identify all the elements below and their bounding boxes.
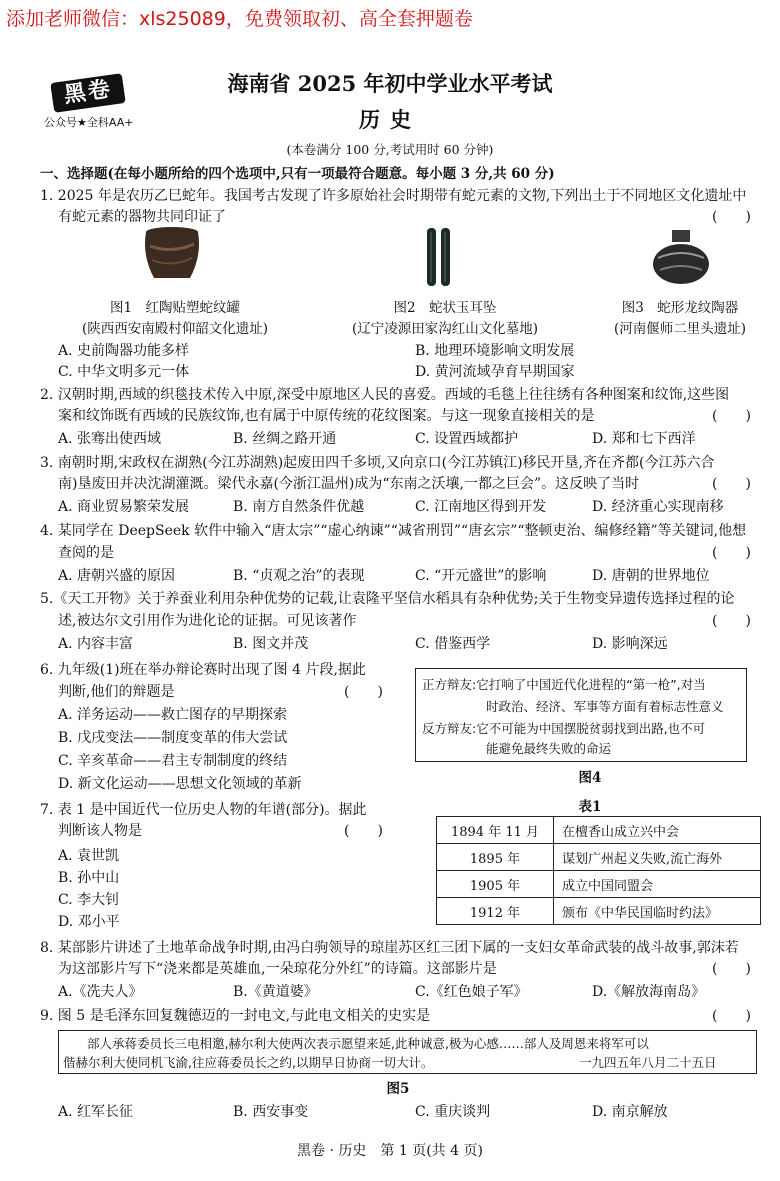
q7-option-b[interactable]: B. 孙中山 [58, 870, 120, 886]
q7-stem-line1: 7. 表 1 是中国近代一位历史人物的年谱(部分)。据此 [40, 802, 367, 818]
fig4-line3: 反方辩友:它不可能为中国摆脱贫弱找到出路,也不可 [422, 721, 706, 736]
fig4-line2: 时政治、经济、军事等方面有着标志性意义 [486, 699, 724, 714]
fig2-site: (辽宁凌源田家沟红山文化墓地) [351, 321, 539, 337]
table-row [437, 898, 761, 925]
q3-option-c[interactable]: C. 江南地区得到开发 [415, 499, 547, 515]
table-row [437, 817, 761, 844]
q4-option-a[interactable]: A. 唐朝兴盛的原因 [58, 568, 176, 584]
q8-option-d[interactable]: D.《解放海南岛》 [592, 984, 706, 1000]
fig4-debate-box [415, 668, 747, 762]
q7-option-a[interactable]: A. 袁世凯 [58, 848, 120, 864]
page-footer: 黑卷 · 历史 第 1 页(共 4 页) [297, 1143, 483, 1159]
q6-answer-blank[interactable]: ( ) [344, 684, 383, 700]
q8-option-b[interactable]: B.《黄道婆》 [233, 984, 318, 1000]
q4-option-c[interactable]: C. “开元盛世”的影响 [415, 568, 547, 584]
q7-option-c[interactable]: C. 李大钊 [58, 892, 120, 908]
exam-note: (本卷满分 100 分,考试用时 60 分钟) [286, 142, 494, 157]
q8-stem-line2: 为这部影片写下“浇来都是英雄血,一朵琼花分外红”的诗篇。这部影片是 [58, 961, 497, 977]
q5-stem-line1: 5.《天工开物》关于养蚕业利用杂种优势的记载,让袁隆平坚信水稻具有杂种优势;关于生物变异遗传选择过程的论 [40, 591, 735, 607]
table-cell-event: 谋划广州起义失败,流亡海外 [554, 844, 761, 871]
table-row [437, 871, 761, 898]
q1-option-d[interactable]: D. 黄河流域孕育早期国家 [415, 364, 575, 380]
fig3-site: (河南偃师二里头遗址) [613, 321, 747, 337]
q3-answer-blank[interactable]: ( ) [712, 476, 751, 492]
table-cell-year: 1905 年 [437, 871, 554, 898]
exam-title: 海南省 2025 年初中学业水平考试 [227, 71, 553, 96]
q7-answer-blank[interactable]: ( ) [344, 823, 383, 839]
q6-stem-line2: 判断,他们的辩题是 [58, 684, 175, 700]
q4-option-b[interactable]: B. “贞观之治”的表现 [233, 568, 365, 584]
q6-option-d[interactable]: D. 新文化运动——思想文化领域的革新 [58, 776, 302, 792]
q8-answer-blank[interactable]: ( ) [712, 961, 751, 977]
table-cell-event: 在檀香山成立兴中会 [554, 817, 761, 844]
q1-stem-line1: 1. 2025 年是农历乙巳蛇年。我国考古发现了许多原始社会时期带有蛇元素的文物,下列出土于不同地区文化遗址中 [40, 188, 747, 204]
q4-option-d[interactable]: D. 唐朝的世界地位 [592, 568, 710, 584]
fig5-line2: 偕赫尔利大使同机飞渝,往应蒋委员长之约,以期早日协商一切大计。 [63, 1055, 434, 1070]
q5-option-d[interactable]: D. 影响深远 [592, 636, 668, 652]
q2-answer-blank[interactable]: ( ) [712, 408, 751, 424]
q9-option-c[interactable]: C. 重庆谈判 [415, 1104, 491, 1120]
q7-stem-line2: 判断该人物是 [58, 823, 142, 839]
table-cell-year: 1895 年 [437, 844, 554, 871]
section-heading: 一、选择题(在每小题所给的四个选项中,只有一项最符合题意。每小题 3 分,共 60 分) [40, 166, 555, 182]
q3-option-a[interactable]: A. 商业贸易繁荣发展 [58, 499, 190, 515]
q3-stem-line2: 南)垦废田并决沈湖灌溉。梁代永嘉(今浙江温州)成为“东南之沃壤,一都之巨会”。这反映了当时 [58, 476, 640, 492]
q3-stem-line1: 3. 南朝时期,宋政权在湖熟(今江苏湖熟)起废田四千多顷,又向京口(今江苏镇江)移民开垦,齐在齐都(今江苏六合 [40, 455, 715, 471]
table-cell-event: 成立中国同盟会 [554, 871, 761, 898]
chronology-table [436, 816, 761, 925]
q1-option-b[interactable]: B. 地理环境影响文明发展 [415, 343, 575, 359]
dragon-pottery-image [650, 228, 712, 286]
fig1-site: (陕西西安南殿村仰韶文化遗址) [81, 321, 269, 337]
q5-stem-line2: 述,被达尔文引用作为进化论的证据。可见该著作 [58, 613, 357, 629]
q3-option-b[interactable]: B. 南方自然条件优越 [233, 499, 365, 515]
table-row [437, 844, 761, 871]
q2-stem-line1: 2. 汉朝时期,西域的织毯技术传入中原,深受中原地区人民的喜爱。西域的毛毯上往往绣有各种图案和纹饰,这些图 [40, 387, 730, 403]
fig4-line1: 正方辩友:它打响了中国近代化进程的“第一枪”,对当 [422, 677, 706, 692]
watermark-text: 添加老师微信：xls25089，免费领取初、高全套押题卷 [6, 8, 473, 30]
table-cell-year: 1912 年 [437, 898, 554, 925]
q1-answer-blank[interactable]: ( ) [712, 209, 751, 225]
q9-stem: 9. 图 5 是毛泽东回复魏德迈的一封电文,与此电文相关的史实是 [40, 1008, 431, 1024]
q4-answer-blank[interactable]: ( ) [712, 545, 751, 561]
q1-stem-line2: 有蛇元素的器物共同印证了 [58, 209, 226, 225]
q6-option-b[interactable]: B. 戊戌变法——制度变革的伟大尝试 [58, 730, 288, 746]
jade-earring-image [424, 226, 454, 288]
q7-option-d[interactable]: D. 邓小平 [58, 914, 120, 930]
q2-option-d[interactable]: D. 郑和七下西洋 [592, 431, 696, 447]
q6-stem-line1: 6. 九年级(1)班在举办辩论赛时出现了图 4 片段,据此 [40, 662, 366, 678]
fig5-date: 一九四五年八月二十五日 [579, 1055, 717, 1070]
q5-option-a[interactable]: A. 内容丰富 [58, 636, 134, 652]
q5-option-c[interactable]: C. 借鉴西学 [415, 636, 491, 652]
fig4-caption: 图4 [578, 770, 602, 786]
q1-option-a[interactable]: A. 史前陶器功能多样 [58, 343, 190, 359]
q6-option-a[interactable]: A. 洋务运动——救亡图存的早期探索 [58, 707, 288, 723]
fig4-line4: 能避免最终失败的命运 [486, 741, 612, 756]
fig5-caption: 图5 [386, 1081, 410, 1097]
fig5-telegram-box [58, 1030, 757, 1074]
q2-stem-line2: 案和纹饰既有西域的民族纹饰,也有属于中原传统的花纹图案。与这一现象直接相关的是 [58, 408, 595, 424]
q2-option-c[interactable]: C. 设置西域都护 [415, 431, 519, 447]
q5-answer-blank[interactable]: ( ) [712, 613, 751, 629]
q8-stem-line1: 8. 某部影片讲述了土地革命战争时期,由冯白驹领导的琼崖苏区红三团下属的一支妇女革命武装的战斗故事,郭沫若 [40, 940, 739, 956]
q6-option-c[interactable]: C. 辛亥革命——君主专制制度的终结 [58, 753, 288, 769]
q8-option-a[interactable]: A.《冼夫人》 [58, 984, 143, 1000]
fig1-caption: 图1 红陶贴塑蛇纹罐 [109, 300, 241, 316]
logo-mark: 黑卷 [50, 73, 125, 113]
q2-option-b[interactable]: B. 丝绸之路开通 [233, 431, 337, 447]
q3-option-d[interactable]: D. 经济重心实现南移 [592, 499, 724, 515]
q9-option-a[interactable]: A. 红军长征 [58, 1104, 134, 1120]
fig5-line1: 部人承蒋委员长三电相邀,赫尔利大使两次表示愿望来延,此种诚意,极为心感……部人及周恩来将军可以 [87, 1036, 649, 1051]
q4-stem-line1: 4. 某同学在 DeepSeek 软件中输入“唐太宗”“虚心纳谏”“减省刑罚”“唐玄宗”“整顿吏治、编修经籍”等关键词,他想 [40, 523, 747, 539]
q8-option-c[interactable]: C.《红色娘子军》 [415, 984, 528, 1000]
q5-option-b[interactable]: B. 图文并茂 [233, 636, 309, 652]
q9-option-d[interactable]: D. 南京解放 [592, 1104, 668, 1120]
table1-title: 表1 [578, 799, 602, 815]
fig2-caption: 图2 蛇状玉耳坠 [393, 300, 497, 316]
q4-stem-line2: 查阅的是 [58, 545, 114, 561]
table-cell-event: 颁布《中华民国临时约法》 [554, 898, 761, 925]
logo-subtitle: 公众号★全科AA+ [44, 116, 134, 129]
q1-option-c[interactable]: C. 中华文明多元一体 [58, 364, 190, 380]
table-cell-year: 1894 年 11 月 [437, 817, 554, 844]
subject-title: 历史 [359, 107, 421, 132]
q9-option-b[interactable]: B. 西安事变 [233, 1104, 309, 1120]
q9-answer-blank[interactable]: ( ) [712, 1008, 751, 1024]
snake-pattern-jar-image [140, 226, 204, 282]
fig3-caption: 图3 蛇形龙纹陶器 [621, 300, 739, 316]
q2-option-a[interactable]: A. 张骞出使西域 [58, 431, 162, 447]
